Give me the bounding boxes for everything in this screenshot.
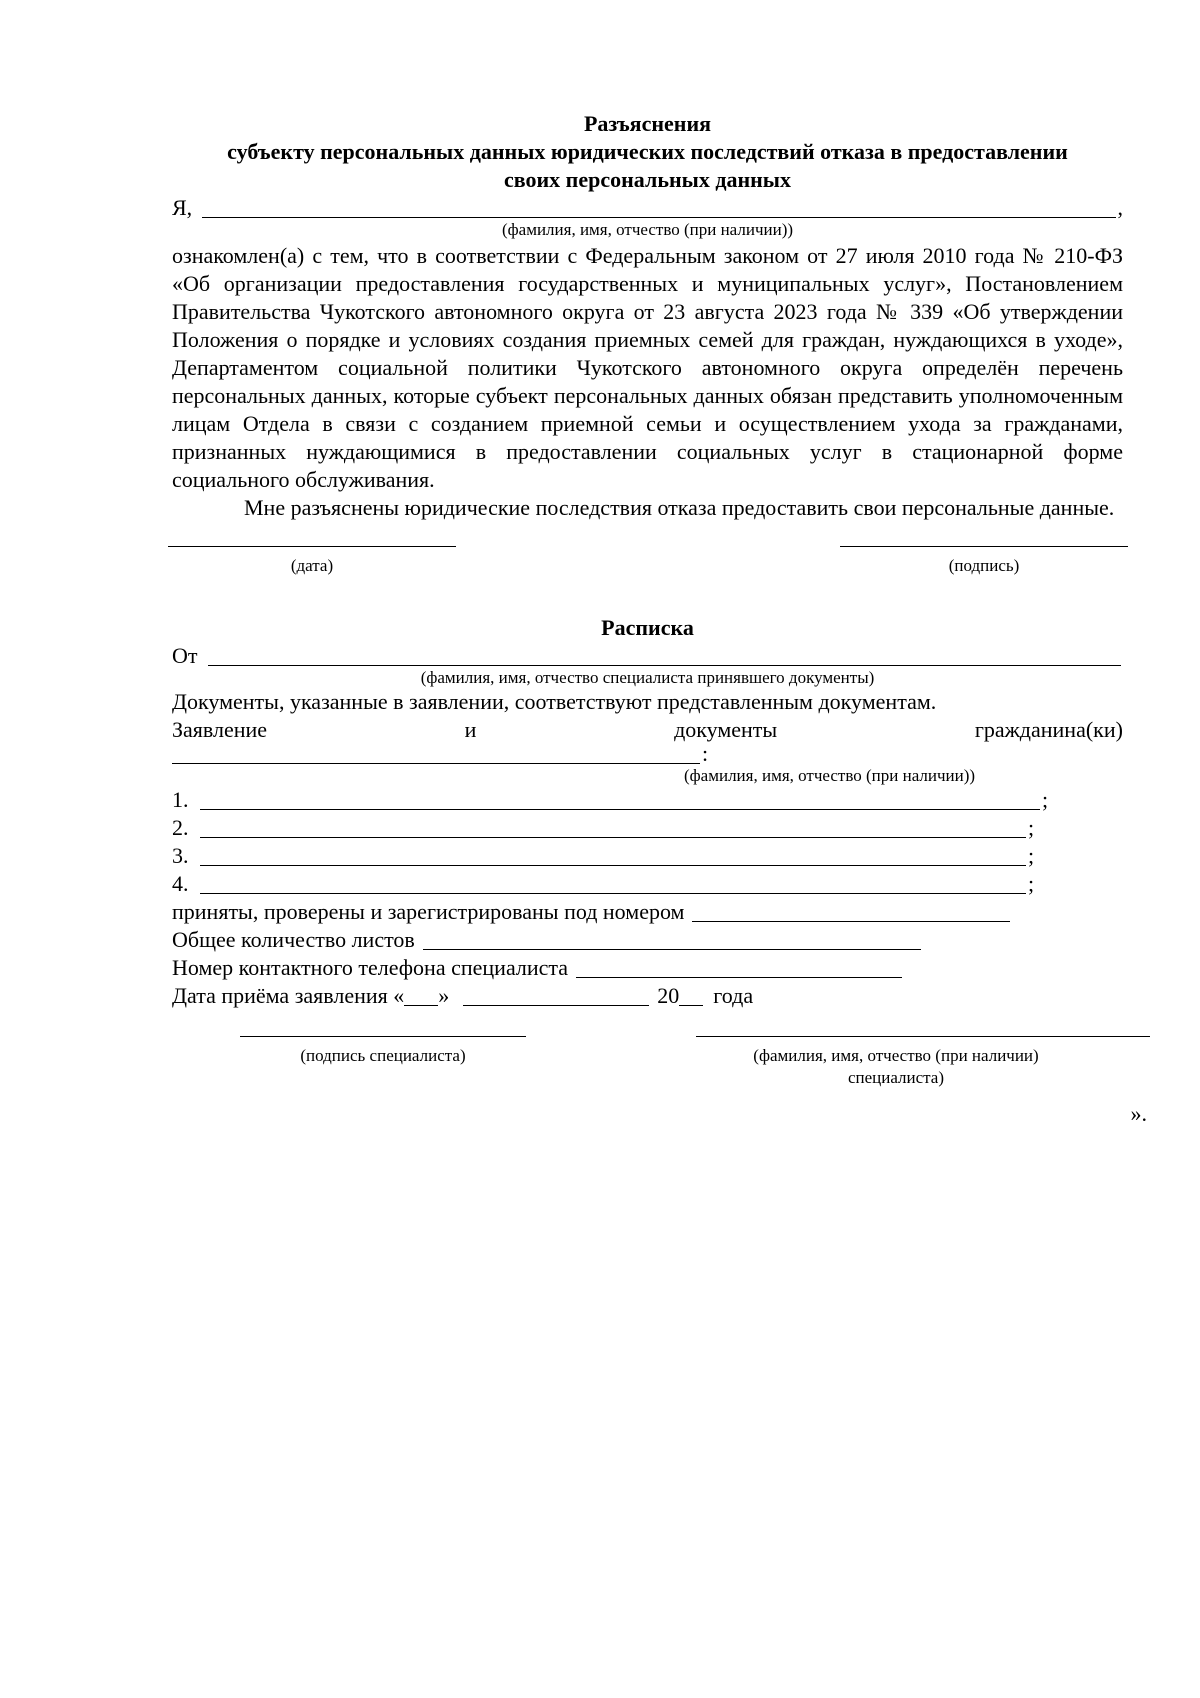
date-year-prefix: 20 — [657, 983, 680, 1008]
word-statement: Заявление — [172, 717, 268, 742]
word-documents: документы — [674, 717, 778, 742]
explanation-title-2: субъекту персональных данных юридических последствий отказа в предоставлении — [227, 139, 1068, 164]
citizen-caption: (фамилия, имя, отчество (при наличии)) — [684, 766, 976, 785]
specialist-signature-field[interactable] — [240, 1036, 526, 1037]
doc-item-2-field[interactable] — [200, 817, 1026, 838]
registration-number-field[interactable] — [692, 901, 1010, 922]
doc-item-1-field[interactable] — [200, 789, 1040, 810]
specialist-signature-row — [172, 1026, 1123, 1106]
doc-item-4-end: ; — [1028, 871, 1035, 896]
signature-field[interactable] — [840, 546, 1128, 547]
doc-item-1 — [172, 786, 1123, 814]
date-day-field[interactable] — [404, 985, 438, 1006]
specialist-name-caption-2: специалиста) — [847, 1068, 945, 1087]
i-prefix: Я, — [172, 195, 193, 220]
doc-item-4 — [172, 870, 1123, 898]
doc-item-3-field[interactable] — [200, 845, 1026, 866]
i-name-field[interactable] — [202, 197, 1115, 218]
word-and: и — [464, 717, 477, 742]
citizen-colon: : — [702, 741, 709, 766]
fio-caption: (фамилия, имя, отчество (при наличии)) — [501, 220, 794, 239]
date-month-field[interactable] — [463, 985, 649, 1006]
date-field[interactable] — [168, 546, 456, 547]
docs-match-text: Документы, указанные в заявлении, соответствуют представленным документам. — [172, 689, 937, 714]
doc-item-1-number: 1. — [172, 787, 189, 812]
specialist-name-caption-1: (фамилия, имя, отчество (при наличии) — [753, 1046, 1039, 1065]
explanation-body: ознакомлен(а) с тем, что в соответствии с Федеральным законом от 27 июля 2010 года № 210-ФЗ «Об организации предоставления государственных и муниципальных услуг», Постановлением Правительства Чукотского автономного округа от 23 августа 2023 года № 339 «Об утверждении Положения о порядке и условиях создания приемных семей для граждан, нуждающихся в уходе», Департаментом социальной политики Чукотского автономного округа определён перечень персональных данных, которые субъект персональных данных обязан представить уполномоченным лицам Отдела в связи с созданием приемной семьи и осуществлением ухода за гражданами, признанных нуждающимися в предоставлении социальных услуг в стационарной форме социального обслуживания. — [172, 243, 1123, 492]
explanation-title-1: Разъяснения — [583, 111, 712, 136]
date-received-row — [172, 982, 1123, 1010]
phone-field[interactable] — [576, 957, 902, 978]
doc-item-3-number: 3. — [172, 843, 189, 868]
specialist-name-field[interactable] — [696, 1036, 1150, 1037]
phone-label: Номер контактного телефона специалиста — [172, 955, 569, 980]
from-field[interactable] — [208, 645, 1121, 666]
date-signature-row — [172, 536, 1123, 596]
date-received-prefix: Дата приёма заявления « — [172, 983, 405, 1008]
date-year-suffix: года — [713, 983, 754, 1008]
registered-label: приняты, проверены и зарегистрированы под номером — [172, 899, 685, 924]
doc-item-2 — [172, 814, 1123, 842]
citizen-row — [172, 741, 1123, 768]
citizen-field[interactable] — [172, 743, 700, 764]
doc-item-2-end: ; — [1028, 815, 1035, 840]
explanation-title-3: своих персональных данных — [504, 167, 791, 192]
i-suffix: , — [1117, 195, 1123, 220]
doc-item-3 — [172, 842, 1123, 870]
word-citizen: гражданина(ки) — [974, 717, 1123, 742]
doc-item-3-end: ; — [1028, 843, 1035, 868]
phone-row — [172, 954, 1123, 982]
statement-words-row — [172, 716, 1123, 744]
registered-row — [172, 898, 1123, 926]
signature-caption: (подпись) — [948, 556, 1020, 575]
receipt-title: Расписка — [601, 615, 694, 640]
sheets-row — [172, 926, 1123, 954]
i-name-row — [172, 194, 1123, 222]
sheets-label: Общее количество листов — [172, 927, 415, 952]
document-page — [172, 110, 1147, 1128]
doc-item-4-number: 4. — [172, 871, 189, 896]
specialist-caption: (фамилия, имя, отчество специалиста принявшего документы) — [420, 668, 875, 687]
from-prefix: От — [172, 643, 198, 668]
closing-mark: ». — [1130, 1101, 1147, 1126]
doc-item-4-field[interactable] — [200, 873, 1026, 894]
consequences-text: Мне разъяснены юридические последствия отказа предоставить свои персональные данные. — [244, 495, 1115, 520]
doc-item-1-end: ; — [1042, 787, 1049, 812]
from-row — [172, 642, 1123, 670]
specialist-signature-caption: (подпись специалиста) — [300, 1046, 466, 1065]
doc-item-2-number: 2. — [172, 815, 189, 840]
date-year-field[interactable] — [679, 985, 703, 1006]
date-caption: (дата) — [290, 556, 334, 575]
date-quote-close: » — [438, 983, 450, 1008]
sheets-count-field[interactable] — [423, 929, 921, 950]
